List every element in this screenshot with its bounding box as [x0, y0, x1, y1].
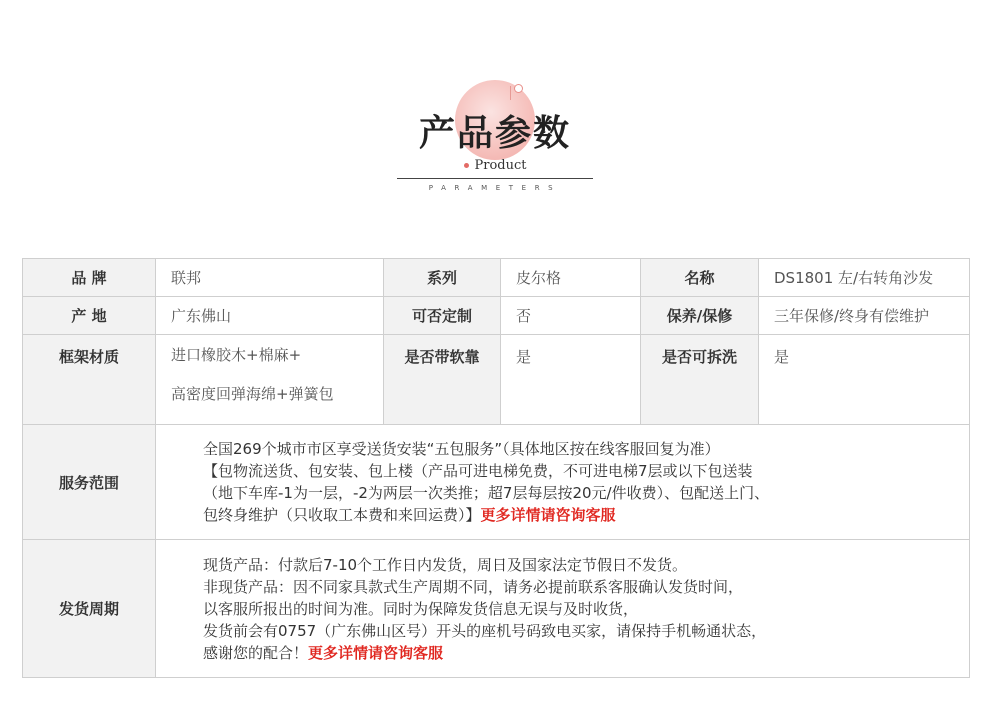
- name-value: DS1801 左/右转角沙发: [759, 259, 970, 297]
- frame-material-label: 框架材质: [23, 335, 156, 425]
- soft-cushion-label: 是否带软靠: [384, 335, 501, 425]
- delivery-line-1: 现货产品：付款后7-10个工作日内发货，周日及国家法定节假日不发货。: [203, 555, 688, 574]
- header-decorative-line: [510, 86, 511, 100]
- warranty-label: 保养/保修: [641, 297, 759, 335]
- customizable-label: 可否定制: [384, 297, 501, 335]
- bullet-dot-icon: [464, 163, 469, 168]
- origin-value: 广东佛山: [156, 297, 384, 335]
- service-line-2: 【包物流送货、包安装、包上楼（产品可进电梯免费，不可进电梯7层或以下包送装: [203, 462, 753, 480]
- delivery-line-2: 非现货产品：因不同家具款式生产周期不同，请务必提前联系客服确认发货时间，: [203, 577, 744, 596]
- service-scope-value: [156, 425, 970, 540]
- table-row: [23, 335, 970, 425]
- frame-material-line-2: 高密度回弹海绵+弹簧包: [171, 385, 334, 403]
- table-row: [23, 425, 970, 540]
- service-line-3: （地下车库-1为一层，-2为两层一次类推；超7层每层按20元/件收费）、包配送上门、: [203, 484, 770, 502]
- frame-material-line-1: 进口橡胶木+棉麻+: [171, 346, 302, 364]
- brand-value: 联邦: [156, 259, 384, 297]
- subtitle-text: Product: [474, 158, 527, 173]
- origin-label: 产 地: [23, 297, 156, 335]
- soft-cushion-value: 是: [501, 335, 641, 425]
- page-title: 产品参数: [418, 113, 571, 154]
- brand-label: 品 牌: [23, 259, 156, 297]
- delivery-line-5-text: 感谢您的配合！: [203, 643, 309, 662]
- service-line-1: 全国269个城市市区享受送货安装“五包服务”（具体地区按在线客服回复为准）: [203, 440, 720, 458]
- table-row: [23, 259, 970, 297]
- service-line-4: [203, 504, 969, 526]
- delivery-cycle-label: 发货周期: [23, 540, 156, 678]
- service-line-4-text: 包终身维护（只收取工本费和来回运费）】: [203, 506, 481, 524]
- table-row: [23, 540, 970, 678]
- service-scope-label: 服务范围: [23, 425, 156, 540]
- series-label: 系列: [384, 259, 501, 297]
- frame-material-value: [156, 335, 384, 425]
- warranty-value: 三年保修/终身有偿维护: [759, 297, 970, 335]
- service-more-details-link[interactable]: 更多详情请咨询客服: [480, 506, 616, 524]
- delivery-cycle-value: [156, 540, 970, 678]
- table-row: [23, 297, 970, 335]
- washable-value: 是: [759, 335, 970, 425]
- spec-table: [22, 258, 970, 678]
- customizable-value: 否: [501, 297, 641, 335]
- header-decorative-ring: [514, 84, 523, 93]
- header-divider: [397, 178, 593, 179]
- name-label: 名称: [641, 259, 759, 297]
- delivery-more-details-link[interactable]: 更多详情请咨询客服: [308, 643, 444, 662]
- parameters-caption: PARAMETERS: [428, 184, 562, 192]
- washable-label: 是否可拆洗: [641, 335, 759, 425]
- page-subtitle: [0, 158, 990, 173]
- delivery-line-4: 发货前会有0757（广东佛山区号）开头的座机号码致电买家，请保持手机畅通状态，: [203, 621, 767, 640]
- delivery-line-5: [203, 642, 969, 664]
- delivery-line-3: 以客服所报出的时间为准。同时为保障发货信息无误与及时收货，: [203, 599, 639, 618]
- series-value: 皮尔格: [501, 259, 641, 297]
